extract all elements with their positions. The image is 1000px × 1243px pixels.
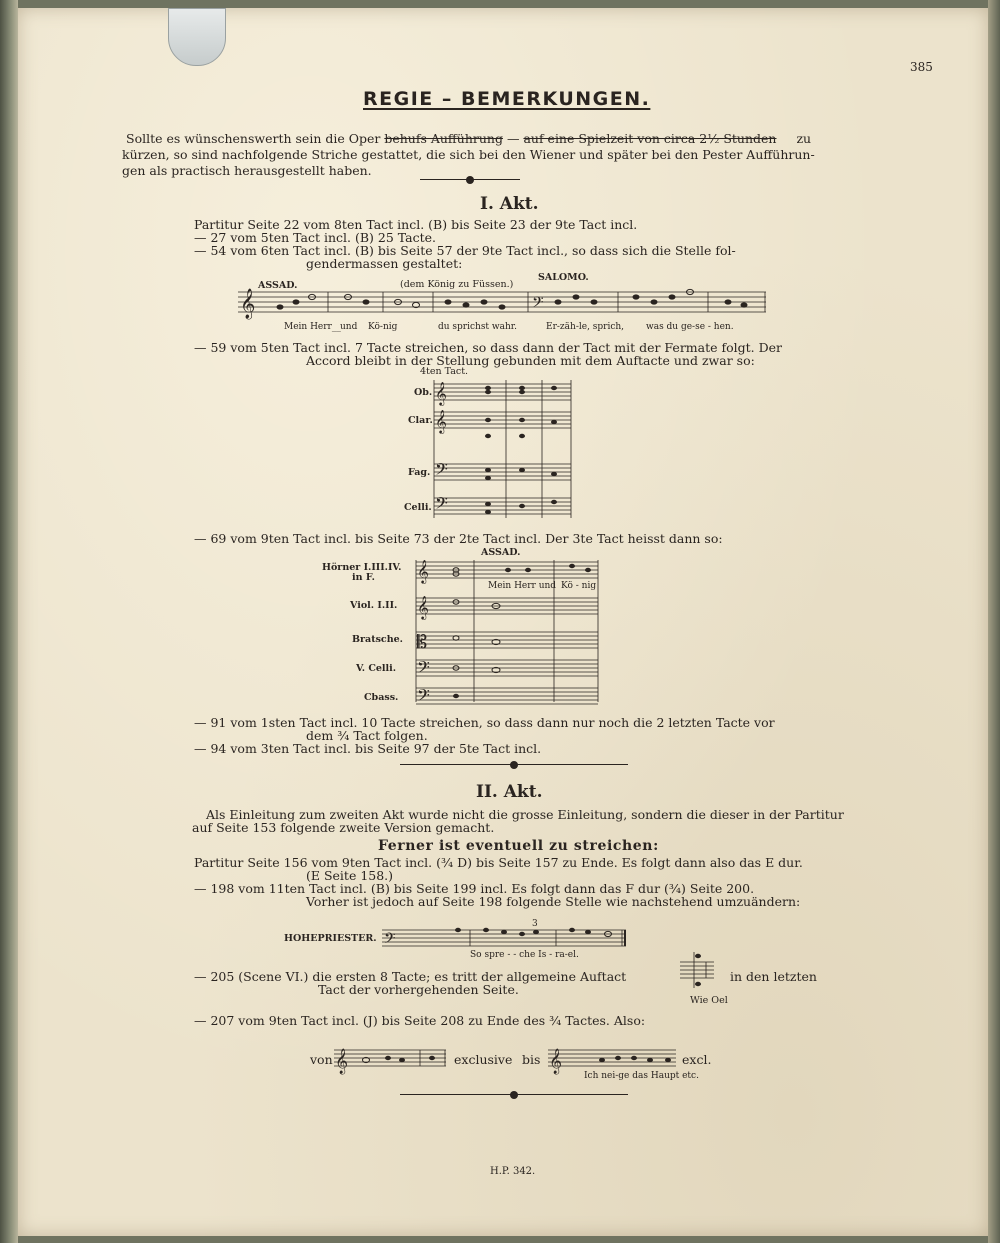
akt1-line-6: Accord bleibt in der Stellung gebunden mit dem Auftacte und zwar so: [306,353,755,368]
ex3-lyric-2: Kö - nig [561,581,597,591]
ex1-lyric-5: Er-zäh-le, sprich, [546,322,625,332]
page-title: REGIE – BEMERKUNGEN. [363,88,651,110]
ornament-divider [400,764,628,765]
ex4-lyrics: So spre - - che Is - ra-el. [470,950,579,960]
svg-text:𝄞: 𝄞 [240,289,256,319]
book-binding-left [0,0,18,1243]
svg-text:𝄢: 𝄢 [417,657,430,681]
ex6-bis: bis [522,1052,541,1067]
ornament-divider [400,1094,628,1095]
ex1-lyric-1: Mein Herr__ [284,322,341,332]
ex3-assad: ASSAD. [481,547,521,558]
ex6-lyric: Ich nei-ge das Haupt etc. [584,1071,699,1081]
ex3-instr-violins: Viol. I.II. [350,600,398,611]
akt1-line-1: Partitur Seite 22 vom 8ten Tact incl. (B) bis Seite 23 der 9te Tact incl. [194,217,638,232]
akt1-line-5: — 59 vom 5ten Tact incl. 7 Tacte streichen, so dass dann der Tact mit der Fermate folgt. Der [194,340,783,355]
svg-text:𝄞: 𝄞 [417,559,429,583]
ex3-instr-celli: V. Celli. [356,663,397,674]
akt1-line-3: — 54 vom 6ten Tact incl. (B) bis Seite 57 der 9te Tact incl., so dass sich die Stelle fol- [194,243,736,258]
ex6-staff-2 [548,1040,678,1074]
intro-line-3: gen als practisch herausgestellt haben. [122,163,372,178]
akt2-intro-1: Als Einleitung zum zweiten Akt wurde nicht die grosse Einleitung, sondern die dieser in der Partitur [206,807,844,822]
ex4-staff [382,918,630,952]
intro-line-1: Sollte es wünschenswerth sein die Oper behufs Aufführung — auf eine Spielzeit von circa 2½ Stunden zu [126,131,812,146]
svg-text:𝄢: 𝄢 [532,294,544,315]
ex2-instr-fag: Fag. [408,467,431,478]
ex2-marking: 4ten Tact. [420,366,469,377]
akt2-subheading: Ferner ist eventuell zu streichen: [378,838,659,854]
svg-text:𝄞: 𝄞 [549,1049,563,1074]
akt2-line-3: — 198 vom 11ten Tact incl. (B) bis Seite 199 incl. Es folgt dann das F dur (¾) Seite 200. [194,881,755,896]
akt2-intro-2: auf Seite 153 folgende zweite Version gemacht. [192,820,495,835]
score-page [18,8,988,1236]
plate-number: H.P. 342. [490,1166,536,1177]
ex2-score [430,378,575,526]
akt1-line-7: — 69 vom 9ten Tact incl. bis Seite 73 der 2te Tact incl. Der 3te Tact heisst dann so: [194,531,723,546]
svg-text:𝄞: 𝄞 [335,1049,349,1074]
akt2-heading: II. Akt. [476,782,543,802]
ex1-lyric-3: Kö-nig [368,322,398,332]
ex5-lyric: Wie Oel [690,995,728,1006]
ex6-exclusive: exclusive [454,1052,513,1067]
akt1-line-10: — 94 vom 3ten Tact incl. bis Seite 97 der 5te Tact incl. [194,741,542,756]
ex2-instr-clar: Clar. [408,415,433,426]
ex2-instr-celli: Celli. [404,502,432,513]
akt1-line-9: dem ¾ Tact folgen. [306,728,428,743]
ex2-instr-ob: Ob. [414,387,433,398]
svg-text:𝄢: 𝄢 [435,459,448,483]
akt2-line-1: Partitur Seite 156 vom 9ten Tact incl. (¾ D) bis Seite 157 zu Ende. Es folgt dann also das E dur. [194,855,803,870]
ex1-lyric-4: du sprichst wahr. [438,322,517,332]
page-number: 385 [910,60,933,74]
akt2-line-2: (E Seite 158.) [306,868,394,883]
akt1-heading: I. Akt. [480,194,539,214]
akt2-line-4: Vorher ist jedoch auf Seite 198 folgende Stelle wie nachstehend umzuändern: [306,894,801,909]
svg-text:𝄢: 𝄢 [417,685,430,709]
akt2-line-6: in den letzten [730,969,817,984]
ex3-instr-bratsche: Bratsche. [352,634,403,645]
book-binding-right [988,0,1000,1243]
ex1-assad: ASSAD. [258,280,298,291]
ex6-staff-1 [334,1040,448,1074]
svg-text:𝄢: 𝄢 [384,930,396,951]
intro-line-2: kürzen, so sind nachfolgende Striche gestattet, die sich bei den Wiener und später bei den Pester Aufführun- [122,147,815,162]
ex6-von: von [310,1052,333,1067]
ex3-score [412,556,602,709]
akt1-line-2: — 27 vom 5ten Tact incl. (B) 25 Tacte. [194,230,436,245]
ex3-instr-horns: Hörner I.III.IV. [322,562,402,573]
ex1-direction: (dem König zu Füssen.) [400,279,514,290]
svg-text:𝄞: 𝄞 [435,381,447,405]
ex1-staff [238,288,773,322]
akt1-line-8: — 91 vom 1sten Tact incl. 10 Tacte streichen, so dass dann nur noch die 2 letzten Tacte vor [194,715,775,730]
svg-text:𝄡: 𝄡 [417,632,428,653]
ex1-lyric-2: und [340,322,358,332]
ex3-instr-cbass: Cbass. [364,692,399,703]
ex4-role: HOHEPRIESTER. [284,933,377,944]
ex1-lyric-6: was du ge-se - hen. [646,322,734,332]
svg-text:𝄞: 𝄞 [435,409,447,433]
ornament-divider [420,179,520,180]
svg-text:𝄞: 𝄞 [417,595,429,619]
akt1-line-4: gendermassen gestaltet: [306,256,463,271]
ex3-lyric-1: Mein Herr und [488,581,557,591]
akt2-line-8: — 207 vom 9ten Tact incl. (J) bis Seite 208 zu Ende des ¾ Tactes. Also: [194,1013,646,1028]
svg-text:3: 3 [532,919,538,929]
svg-text:𝄢: 𝄢 [435,493,448,517]
ex5-staff [680,950,720,990]
ex3-instr-horns-key: in F. [352,572,375,583]
ex1-salomo: SALOMO. [538,272,589,283]
paper-clip-icon [168,8,226,66]
akt2-line-5: — 205 (Scene VI.) die ersten 8 Tacte; es tritt der allgemeine Auftact [194,969,627,984]
ex6-excl: excl. [682,1052,712,1067]
akt2-line-7: Tact der vorhergehenden Seite. [318,982,519,997]
